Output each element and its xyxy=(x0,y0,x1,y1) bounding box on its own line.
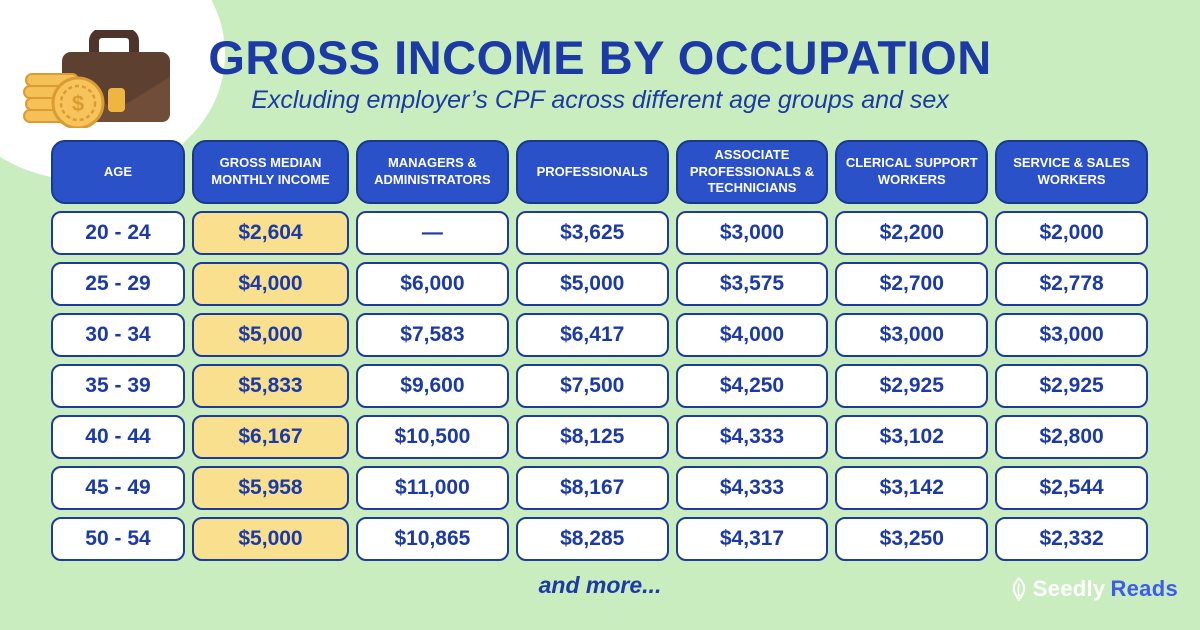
value-cell: $4,000 xyxy=(192,262,349,306)
age-cell: 40 - 44 xyxy=(51,415,185,459)
value-cell: $2,700 xyxy=(835,262,988,306)
value-cell: $9,600 xyxy=(356,364,509,408)
value-cell: $3,000 xyxy=(676,211,829,255)
value-cell: $8,125 xyxy=(516,415,669,459)
value-cell: $4,317 xyxy=(676,517,829,561)
value-cell: $2,000 xyxy=(995,211,1148,255)
value-cell: $6,167 xyxy=(192,415,349,459)
seedly-reads-logo xyxy=(1010,576,1178,602)
header-cell: GROSS MEDIAN MONTHLY INCOME xyxy=(192,140,349,204)
age-cell: 50 - 54 xyxy=(51,517,185,561)
age-cell: 45 - 49 xyxy=(51,466,185,510)
header-cell: SERVICE & SALES WORKERS xyxy=(995,140,1148,204)
value-cell: $11,000 xyxy=(356,466,509,510)
header-cell: AGE xyxy=(51,140,185,204)
value-cell: $2,544 xyxy=(995,466,1148,510)
value-cell: $2,332 xyxy=(995,517,1148,561)
value-cell: $4,333 xyxy=(676,466,829,510)
page-subtitle: Excluding employer’s CPF across different age groups and sex xyxy=(251,86,949,114)
value-cell: $5,833 xyxy=(192,364,349,408)
value-cell: $8,167 xyxy=(516,466,669,510)
value-cell: $5,000 xyxy=(516,262,669,306)
value-cell: $2,604 xyxy=(192,211,349,255)
value-cell: $6,000 xyxy=(356,262,509,306)
value-cell: $5,958 xyxy=(192,466,349,510)
brand-text-reads: Reads xyxy=(1110,576,1178,601)
header-cell: ASSOCIATE PROFESSIONALS & TECHNICIANS xyxy=(676,140,829,204)
value-cell: $8,285 xyxy=(516,517,669,561)
header-cell: CLERICAL SUPPORT WORKERS xyxy=(835,140,988,204)
value-cell: $6,417 xyxy=(516,313,669,357)
value-cell: $3,575 xyxy=(676,262,829,306)
value-cell: $3,625 xyxy=(516,211,669,255)
header-cell: PROFESSIONALS xyxy=(516,140,669,204)
value-cell: $3,142 xyxy=(835,466,988,510)
value-cell: $4,000 xyxy=(676,313,829,357)
value-cell: $2,925 xyxy=(995,364,1148,408)
value-cell: $5,000 xyxy=(192,313,349,357)
value-cell: $3,000 xyxy=(835,313,988,357)
value-cell: $2,200 xyxy=(835,211,988,255)
age-cell: 30 - 34 xyxy=(51,313,185,357)
age-cell: 20 - 24 xyxy=(51,211,185,255)
and-more-note: and more... xyxy=(538,572,662,598)
value-cell: — xyxy=(356,211,509,255)
value-cell: $3,250 xyxy=(835,517,988,561)
value-cell: $2,800 xyxy=(995,415,1148,459)
page-title: GROSS INCOME BY OCCUPATION xyxy=(208,31,992,84)
income-table xyxy=(51,140,1148,561)
value-cell: $5,000 xyxy=(192,517,349,561)
svg-text:$: $ xyxy=(71,91,85,116)
value-cell: $10,865 xyxy=(356,517,509,561)
header-cell: MANAGERS & ADMINISTRATORS xyxy=(356,140,509,204)
value-cell: $7,583 xyxy=(356,313,509,357)
value-cell: $2,778 xyxy=(995,262,1148,306)
value-cell: $7,500 xyxy=(516,364,669,408)
value-cell: $4,250 xyxy=(676,364,829,408)
value-cell: $10,500 xyxy=(356,415,509,459)
value-cell: $3,000 xyxy=(995,313,1148,357)
brand-text-seedly: Seedly xyxy=(1032,576,1106,601)
value-cell: $2,925 xyxy=(835,364,988,408)
seedly-leaf-icon xyxy=(1010,577,1028,601)
age-cell: 35 - 39 xyxy=(51,364,185,408)
age-cell: 25 - 29 xyxy=(51,262,185,306)
value-cell: $3,102 xyxy=(835,415,988,459)
value-cell: $4,333 xyxy=(676,415,829,459)
